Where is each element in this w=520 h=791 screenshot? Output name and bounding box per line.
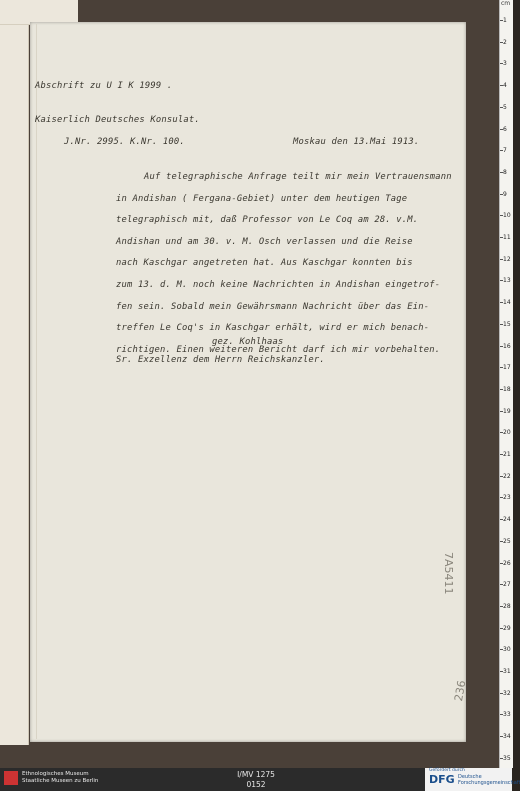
ruler-tick-label: 14 xyxy=(503,299,511,307)
ruler-tick-mark xyxy=(500,541,503,542)
dfg-logo-icon: DFG xyxy=(429,773,455,786)
letter-body-line: treffen Le Coq's in Kaschgar erhält, wird er mich benach- xyxy=(116,323,430,334)
ruler-tick-mark xyxy=(500,107,503,108)
ruler-tick-mark xyxy=(500,20,503,21)
page-edge-line xyxy=(36,24,37,739)
pencil-note-right: 7A5411 xyxy=(442,552,455,595)
ruler-tick-label: 3 xyxy=(503,60,507,68)
ruler-tick-label: 8 xyxy=(503,168,507,176)
ruler-tick-mark xyxy=(500,63,503,64)
ruler-tick-label: 30 xyxy=(503,646,511,654)
ruler-tick-label: 9 xyxy=(503,190,507,198)
ruler-tick-mark xyxy=(500,129,503,130)
ruler-tick-label: 20 xyxy=(503,429,511,437)
addressee-line: Sr. Exzellenz dem Herrn Reichskanzler. xyxy=(116,355,325,365)
left-archive-card xyxy=(0,0,29,745)
ruler-tick-label: 25 xyxy=(503,537,511,545)
ruler-tick-label: 10 xyxy=(503,212,511,220)
ruler-tick-label: 1 xyxy=(503,17,507,24)
header-line: Abschrift zu U I K 1999 . xyxy=(35,81,173,91)
ruler-tick-mark xyxy=(500,693,503,694)
ruler-tick-mark xyxy=(500,150,503,151)
museum-name-line1: Ethnologisches Museum xyxy=(22,771,89,777)
ruler-tick-mark xyxy=(500,476,503,477)
pencil-note-bottom: 236 xyxy=(452,679,469,703)
ruler-tick-label: 35 xyxy=(503,754,511,762)
letter-body-line: zum 13. d. M. noch keine Nachrichten in Andishan eingetrof- xyxy=(116,280,441,290)
ruler-tick-mark xyxy=(500,346,503,347)
ruler-tick-label: 17 xyxy=(503,364,511,372)
ruler-tick-label: 34 xyxy=(503,733,511,741)
dfg-badge xyxy=(425,768,520,791)
ruler-tick-mark xyxy=(500,367,503,368)
ruler-tick-mark xyxy=(500,736,503,737)
ruler-tick-label: 6 xyxy=(503,125,507,133)
ruler-tick-mark xyxy=(500,259,503,260)
ruler-tick-label: 26 xyxy=(503,559,511,567)
ruler-tick-label: 32 xyxy=(503,689,511,697)
letter-body-line: telegraphisch mit, daß Professor von Le Coq am 28. v.M. xyxy=(116,215,419,226)
ruler-tick-mark xyxy=(500,758,503,759)
ruler-tick-label: 13 xyxy=(503,277,511,285)
ruler-tick-mark xyxy=(500,628,503,629)
dfg-name-line1: Deutsche xyxy=(458,774,482,780)
letter-body-line: in Andishan ( Fergana-Gebiet) unter dem heutigen Tage xyxy=(116,193,408,204)
ruler-tick-label: 22 xyxy=(503,472,511,480)
ruler-tick-mark xyxy=(500,389,503,390)
ruler-tick-label: 31 xyxy=(503,668,511,675)
ruler-tick-mark xyxy=(500,671,503,672)
ruler-tick-mark xyxy=(500,454,503,455)
ruler-tick-label: 33 xyxy=(503,711,511,719)
ruler-tick-label: 18 xyxy=(503,385,511,393)
dfg-name xyxy=(458,774,520,786)
dfg-tagline: Gefördert durch xyxy=(429,768,465,773)
ruler-tick-label: 4 xyxy=(503,82,507,90)
ruler-tick-label: 11 xyxy=(503,234,511,241)
ruler-tick-label: 24 xyxy=(503,516,511,524)
ruler-tick-label: 28 xyxy=(503,602,511,610)
ruler-tick-label: 23 xyxy=(503,494,511,502)
ruler-unit: cm xyxy=(501,0,511,7)
ruler-tick-label: 29 xyxy=(503,624,511,632)
ruler-tick-mark xyxy=(500,237,503,238)
ruler-tick-mark xyxy=(500,714,503,715)
letter-body-line: richtigen. Einen weiteren Bericht darf ich mir vorbehalten. xyxy=(116,344,441,355)
inventory-number: I/MV 1275 xyxy=(237,770,275,779)
letter-body-line: Andishan und am 30. v. M. Osch verlassen und die Reise xyxy=(116,236,413,247)
ruler-tick-label: 16 xyxy=(503,342,511,350)
ruler-tick-label: 5 xyxy=(503,103,507,111)
ruler-tick-mark xyxy=(500,584,503,585)
letter-body-line: Auf telegraphische Anfrage teilt mir mein Vertrauensmann xyxy=(144,172,452,182)
ruler-tick-label: 12 xyxy=(503,255,511,263)
ruler-tick-mark xyxy=(500,172,503,173)
ruler-tick-mark xyxy=(500,215,503,216)
museum-name-line2: Staatliche Museen zu Berlin xyxy=(22,778,99,784)
ruler-tick-mark xyxy=(500,302,503,303)
document-page xyxy=(30,22,469,742)
ruler-tick-label: 19 xyxy=(503,407,511,415)
archive-footer xyxy=(0,768,520,791)
letter-body-line: fen sein. Sobald mein Gewährsmann Nachricht über das Ein- xyxy=(116,301,430,312)
ruler-tick-mark xyxy=(500,42,503,43)
consulate-line: Kaiserlich Deutsches Konsulat. xyxy=(35,115,200,125)
ruler-tick-mark xyxy=(500,649,503,650)
ruler-tick-mark xyxy=(500,280,503,281)
ruler-tick-label: 7 xyxy=(503,147,507,155)
signature-line: gez. Kohlhaas xyxy=(212,337,284,347)
measurement-ruler xyxy=(499,0,513,768)
ruler-tick-mark xyxy=(500,324,503,325)
ruler-tick-mark xyxy=(500,519,503,520)
ruler-tick-label: 21 xyxy=(503,451,511,458)
page-number: 0152 xyxy=(246,780,266,789)
dfg-name-line2: Forschungsgemeinschaft xyxy=(458,780,520,786)
letter-body-line: nach Kaschgar angetreten hat. Aus Kaschgar konnten bis xyxy=(116,258,413,269)
ruler-tick-mark xyxy=(500,85,503,86)
ruler-tick-label: 27 xyxy=(503,581,511,589)
reference-line: J.Nr. 2995. K.Nr. 100. xyxy=(64,137,185,147)
ruler-tick-mark xyxy=(500,497,503,498)
ruler-tick-mark xyxy=(500,432,503,433)
ruler-tick-mark xyxy=(500,563,503,564)
ruler-tick-mark xyxy=(500,606,503,607)
ruler-tick-label: 2 xyxy=(503,38,507,46)
ruler-tick-label: 15 xyxy=(503,320,511,328)
date-line: Moskau den 13.Mai 1913. xyxy=(293,137,420,147)
ruler-tick-mark xyxy=(500,194,503,195)
ruler-tick-mark xyxy=(500,411,503,412)
